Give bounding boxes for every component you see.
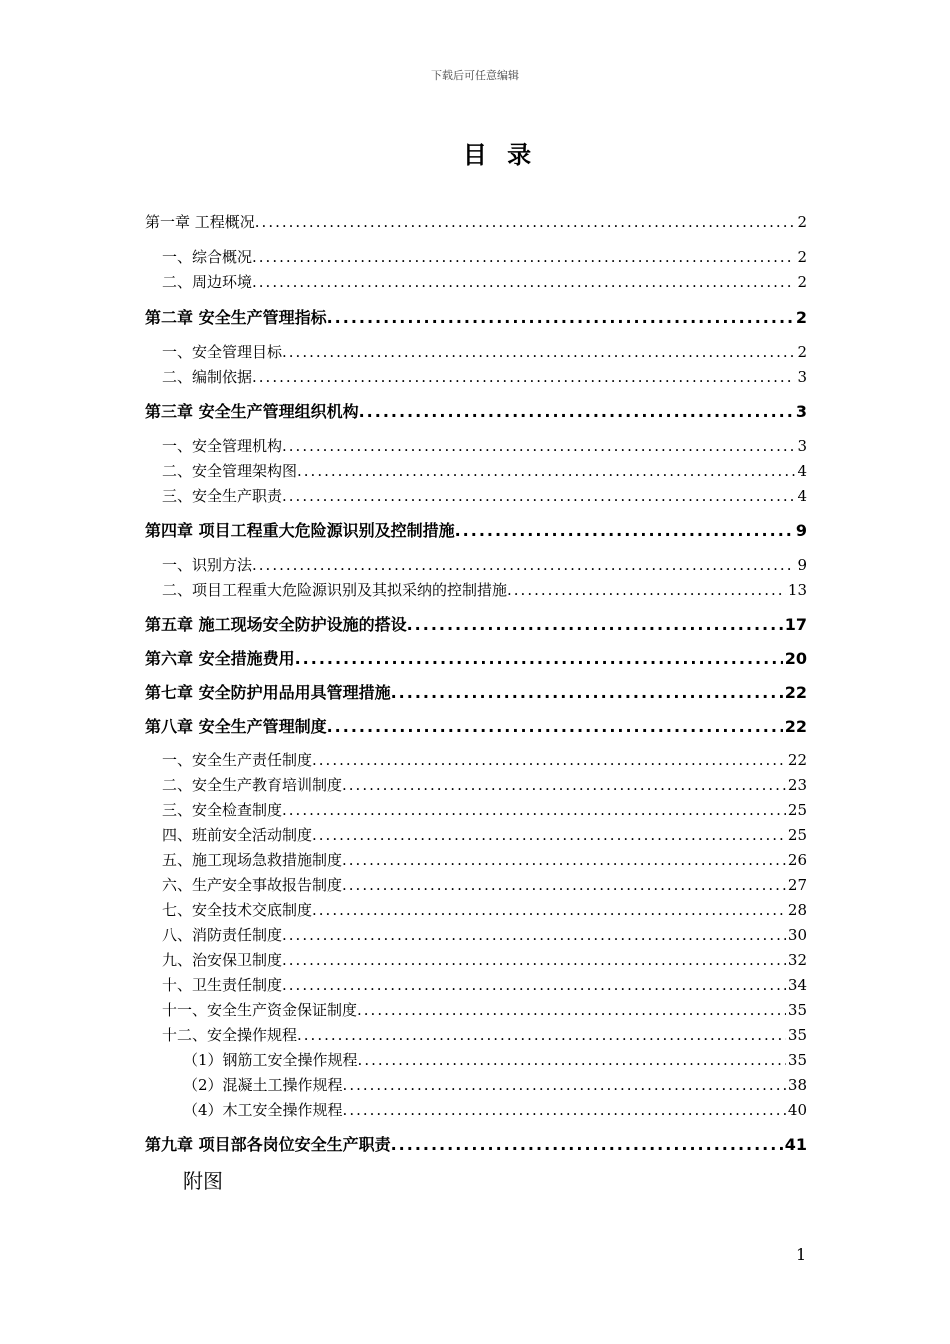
toc-entry-title: 一、综合概况 — [162, 248, 253, 266]
toc-section-entry — [145, 341, 807, 363]
toc-entry-title: 十二、安全操作规程 — [162, 1026, 298, 1044]
toc-entry-title: 一、安全管理机构 — [162, 437, 283, 455]
toc-section-entry — [145, 774, 807, 796]
toc-dot-leader — [282, 799, 786, 821]
toc-entry-title: 第九章 项目部各岗位安全生产职责 — [145, 1135, 391, 1154]
toc-entry-title: 第四章 项目工程重大危险源识别及控制措施 — [145, 521, 455, 540]
toc-chapter-entry — [145, 401, 807, 423]
toc-entry-title: 第五章 施工现场安全防护设施的搭设 — [145, 615, 407, 634]
toc-dot-leader — [327, 716, 783, 738]
toc-entry-page: 28 — [787, 901, 807, 919]
toc-section-entry — [145, 999, 807, 1021]
toc-entry-page: 35 — [787, 1051, 807, 1069]
toc-section-entry — [145, 1049, 807, 1071]
toc-entry-title: 第七章 安全防护用品用具管理措施 — [145, 683, 391, 702]
toc-dot-leader — [358, 1049, 786, 1071]
toc-entry-page: 27 — [787, 876, 807, 894]
toc-section-entry — [145, 460, 807, 482]
toc-dot-leader — [282, 924, 786, 946]
toc-entry-title: 十一、安全生产资金保证制度 — [162, 1001, 358, 1019]
toc-entry-page: 40 — [787, 1101, 807, 1119]
toc-entry-title: 八、消防责任制度 — [162, 926, 283, 944]
toc-section-entry — [145, 579, 807, 601]
toc-entry-page: 4 — [797, 487, 807, 505]
toc-entry-title: （1）钢筋工安全操作规程 — [183, 1051, 358, 1069]
toc-section-entry — [145, 1024, 807, 1046]
toc-dot-leader — [297, 460, 795, 482]
toc-entry-title: （2）混凝土工操作规程 — [183, 1076, 343, 1094]
toc-dot-leader — [343, 1074, 786, 1096]
toc-entry-title: 一、识别方法 — [162, 556, 253, 574]
toc-entry-title: 五、施工现场急救措施制度 — [162, 851, 343, 869]
toc-dot-leader — [407, 614, 783, 636]
toc-chapter-entry — [145, 1134, 807, 1156]
toc-dot-leader — [252, 271, 795, 293]
toc-dot-leader — [252, 366, 795, 388]
toc-entry-title: 二、项目工程重大危险源识别及其拟采纳的控制措施 — [162, 581, 508, 599]
toc-entry-page: 3 — [797, 368, 807, 386]
toc-dot-leader — [252, 554, 795, 576]
toc-entry-page: 3 — [797, 437, 807, 455]
toc-entry-page: 35 — [787, 1026, 807, 1044]
toc-entry-page: 41 — [784, 1135, 807, 1154]
toc-section-entry — [145, 949, 807, 971]
toc-entry-page: 2 — [797, 213, 807, 231]
toc-entry-title: 四、班前安全活动制度 — [162, 826, 313, 844]
toc-dot-leader — [282, 485, 795, 507]
toc-section-entry — [145, 271, 807, 293]
toc-entry-page: 9 — [797, 556, 807, 574]
toc-dot-leader — [255, 211, 796, 233]
toc-entry-title: 二、安全管理架构图 — [162, 462, 298, 480]
toc-dot-leader — [342, 774, 786, 796]
toc-dot-leader — [391, 1134, 783, 1156]
toc-entry-page: 20 — [784, 649, 807, 668]
page-title: 目 录 — [462, 141, 538, 169]
toc-dot-leader — [312, 899, 786, 921]
toc-entry-title: 第一章 工程概况 — [145, 213, 255, 231]
toc-entry-page: 25 — [787, 826, 807, 844]
toc-entry-page: 23 — [787, 776, 807, 794]
toc-entry-title: 六、生产安全事故报告制度 — [162, 876, 343, 894]
toc-section-entry — [145, 849, 807, 871]
toc-entry-title: 二、安全生产教育培训制度 — [162, 776, 343, 794]
toc-dot-leader — [282, 435, 795, 457]
toc-section-entry — [145, 899, 807, 921]
toc-section-entry — [145, 974, 807, 996]
toc-dot-leader — [295, 648, 783, 670]
toc-entry-page: 2 — [797, 273, 807, 291]
toc-entry-page: 17 — [784, 615, 807, 634]
toc-dot-leader — [282, 341, 795, 363]
toc-entry-page: 2 — [795, 308, 807, 327]
toc-dot-leader — [282, 974, 786, 996]
toc-dot-leader — [312, 824, 786, 846]
toc-entry-page: 9 — [795, 521, 807, 540]
toc-section-entry — [145, 874, 807, 896]
toc-entry-title: 七、安全技术交底制度 — [162, 901, 313, 919]
toc-entry-title: 第二章 安全生产管理指标 — [145, 308, 327, 327]
page-header: 下载后可任意编辑 — [431, 69, 519, 82]
toc-dot-leader — [342, 849, 786, 871]
toc-entry-title: （4）木工安全操作规程 — [183, 1101, 343, 1119]
toc-section-entry — [145, 435, 807, 457]
toc-entry-title: 二、编制依据 — [162, 368, 253, 386]
toc-entry-page: 22 — [784, 717, 807, 736]
toc-dot-leader — [391, 682, 783, 704]
toc-entry-title: 一、安全生产责任制度 — [162, 751, 313, 769]
toc-dot-leader — [357, 999, 786, 1021]
toc-section-entry — [145, 924, 807, 946]
toc-section-entry — [145, 799, 807, 821]
toc-entry-page: 25 — [787, 801, 807, 819]
toc-entry-title: 三、安全检查制度 — [162, 801, 283, 819]
toc-chapter-entry — [145, 614, 807, 636]
toc-entry-title: 第三章 安全生产管理组织机构 — [145, 402, 359, 421]
toc-entry-page: 26 — [787, 851, 807, 869]
toc-section-entry — [145, 554, 807, 576]
toc-entry-page: 2 — [797, 343, 807, 361]
toc-dot-leader — [455, 520, 794, 542]
toc-entry-page: 22 — [784, 683, 807, 702]
toc-dot-leader — [282, 949, 786, 971]
toc-chapter-entry — [145, 307, 807, 329]
toc-entry-title: 第八章 安全生产管理制度 — [145, 717, 327, 736]
toc-section-entry — [145, 366, 807, 388]
toc-dot-leader — [359, 401, 794, 423]
toc-entry-title: 三、安全生产职责 — [162, 487, 283, 505]
toc-section-entry — [145, 1099, 807, 1121]
toc-section-entry — [145, 485, 807, 507]
toc-entry-page: 32 — [787, 951, 807, 969]
toc-entry-title: 二、周边环境 — [162, 273, 253, 291]
toc-entry-title: 一、安全管理目标 — [162, 343, 283, 361]
toc-dot-leader — [252, 246, 795, 268]
toc-chapter-entry — [145, 648, 807, 670]
toc-section-entry — [145, 246, 807, 268]
toc-entry-page: 22 — [787, 751, 807, 769]
toc-dot-leader — [343, 1099, 786, 1121]
toc-dot-leader — [327, 307, 794, 329]
toc-section-entry — [145, 1074, 807, 1096]
toc-dot-leader — [297, 1024, 786, 1046]
toc-dot-leader — [312, 749, 786, 771]
toc-entry-page: 4 — [797, 462, 807, 480]
toc-entry-page: 34 — [787, 976, 807, 994]
toc-dot-leader — [507, 579, 786, 601]
toc-section-entry — [145, 749, 807, 771]
toc-entry-title: 九、治安保卫制度 — [162, 951, 283, 969]
toc-entry-page: 30 — [787, 926, 807, 944]
toc-entry-page: 38 — [787, 1076, 807, 1094]
toc-entry-page: 2 — [797, 248, 807, 266]
appendix-label: 附图 — [183, 1169, 223, 1193]
toc-dot-leader — [342, 874, 786, 896]
toc-chapter-entry — [145, 520, 807, 542]
toc-entry-page: 35 — [787, 1001, 807, 1019]
toc-chapter-entry — [145, 211, 807, 233]
page-number: 1 — [796, 1245, 807, 1264]
toc-section-entry — [145, 824, 807, 846]
toc-chapter-entry — [145, 682, 807, 704]
toc-entry-title: 十、卫生责任制度 — [162, 976, 283, 994]
toc-entry-title: 第六章 安全措施费用 — [145, 649, 295, 668]
toc-chapter-entry — [145, 716, 807, 738]
toc-entry-page: 13 — [787, 581, 807, 599]
toc-entry-page: 3 — [795, 402, 807, 421]
